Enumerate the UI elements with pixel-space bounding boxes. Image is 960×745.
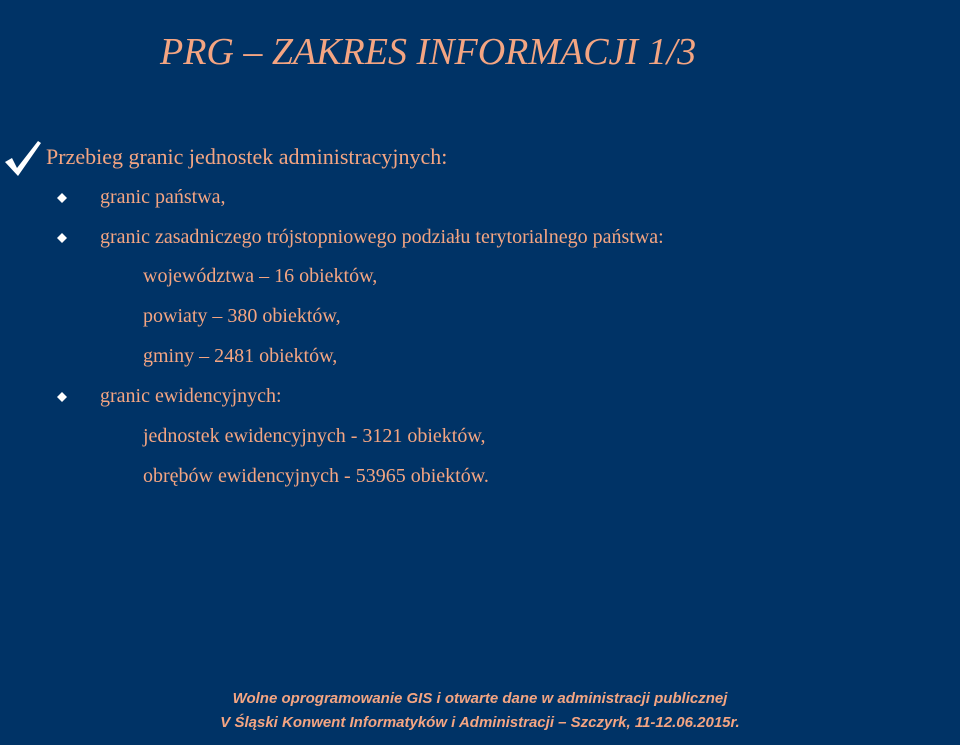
- diamond-icon: [57, 233, 67, 243]
- slide-title: PRG – ZAKRES INFORMACJI 1/3: [160, 31, 697, 73]
- footer-line-2: V Śląski Konwent Informatyków i Administracji – Szczyrk, 11-12.06.2015r.: [220, 714, 740, 731]
- sub-voivodeships: województwa – 16 obiektów,: [143, 265, 378, 287]
- sub-cadastral-units: jednostek ewidencyjnych - 3121 obiektów,: [143, 425, 486, 447]
- sub-cadastral-districts: obrębów ewidencyjnych - 53965 obiektów.: [143, 465, 489, 487]
- bullet-state-boundaries: granic państwa,: [100, 186, 226, 208]
- heading-boundaries: Przebieg granic jednostek administracyjnych:: [46, 144, 448, 169]
- sub-counties: powiaty – 380 obiektów,: [143, 305, 341, 327]
- diamond-icon: [57, 193, 67, 203]
- footer-line-1: Wolne oprogramowanie GIS i otwarte dane w administracji publicznej: [232, 690, 728, 707]
- check-icon: [2, 138, 42, 178]
- bullet-territorial-division: granic zasadniczego trójstopniowego podziału terytorialnego państwa:: [100, 226, 664, 248]
- bullet-cadastral-boundaries: granic ewidencyjnych:: [100, 385, 282, 407]
- diamond-icon: [57, 392, 67, 402]
- sub-communes: gminy – 2481 obiektów,: [143, 345, 338, 367]
